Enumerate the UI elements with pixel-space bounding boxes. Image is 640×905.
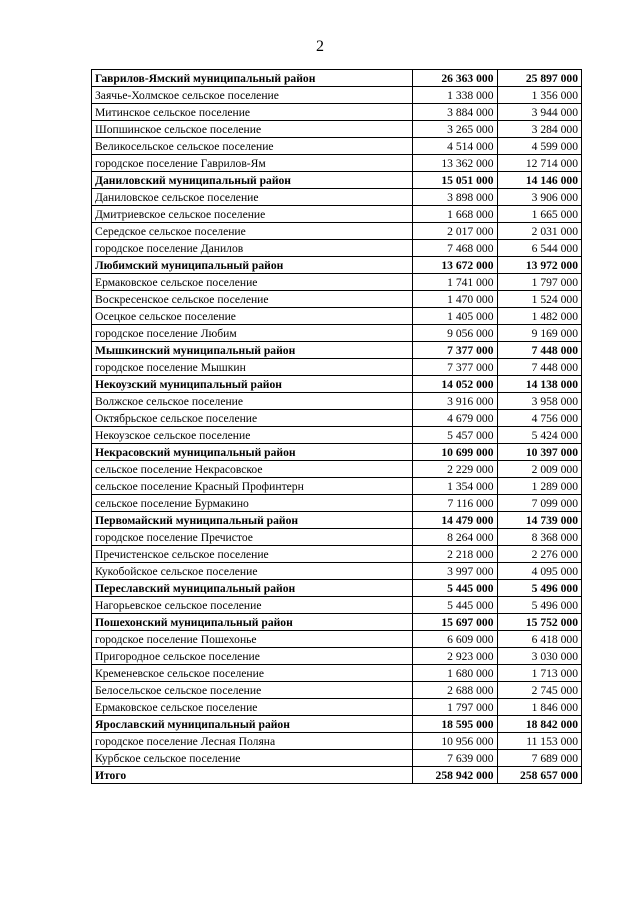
value-2-cell: 7 448 000	[497, 342, 582, 359]
district-row	[92, 376, 582, 393]
district-row	[92, 172, 582, 189]
table-row	[92, 648, 582, 665]
name-cell: Некрасовский муниципальный район	[92, 444, 413, 461]
value-1-cell: 8 264 000	[413, 529, 498, 546]
budget-table	[91, 69, 582, 784]
name-cell: городское поселение Данилов	[92, 240, 413, 257]
name-cell: Октябрьское сельское поселение	[92, 410, 413, 427]
value-2-cell: 4 095 000	[497, 563, 582, 580]
value-2-cell: 9 169 000	[497, 325, 582, 342]
name-cell: Первомайский муниципальный район	[92, 512, 413, 529]
value-2-cell: 13 972 000	[497, 257, 582, 274]
table-row	[92, 427, 582, 444]
value-2-cell: 1 524 000	[497, 291, 582, 308]
value-1-cell: 1 797 000	[413, 699, 498, 716]
value-2-cell: 2 031 000	[497, 223, 582, 240]
name-cell: Воскресенское сельское поселение	[92, 291, 413, 308]
value-1-cell: 1 741 000	[413, 274, 498, 291]
total-label-cell: Итого	[92, 767, 413, 784]
name-cell: сельское поселение Бурмакино	[92, 495, 413, 512]
table-row	[92, 155, 582, 172]
value-2-cell: 8 368 000	[497, 529, 582, 546]
district-row	[92, 70, 582, 87]
name-cell: Нагорьевское сельское поселение	[92, 597, 413, 614]
value-1-cell: 7 116 000	[413, 495, 498, 512]
table-row	[92, 495, 582, 512]
value-1-cell: 1 338 000	[413, 87, 498, 104]
table-row	[92, 461, 582, 478]
name-cell: Даниловский муниципальный район	[92, 172, 413, 189]
name-cell: сельское поселение Красный Профинтерн	[92, 478, 413, 495]
value-2-cell: 7 689 000	[497, 750, 582, 767]
table-row	[92, 104, 582, 121]
value-1-cell: 2 229 000	[413, 461, 498, 478]
value-1-cell: 2 218 000	[413, 546, 498, 563]
name-cell: Митинское сельское поселение	[92, 104, 413, 121]
value-1-cell: 10 699 000	[413, 444, 498, 461]
value-1-cell: 2 923 000	[413, 648, 498, 665]
name-cell: Мышкинский муниципальный район	[92, 342, 413, 359]
name-cell: городское поселение Пречистое	[92, 529, 413, 546]
value-1-cell: 9 056 000	[413, 325, 498, 342]
name-cell: Кременевское сельское поселение	[92, 665, 413, 682]
table-row	[92, 733, 582, 750]
total-value-2-cell: 258 657 000	[497, 767, 582, 784]
value-1-cell: 13 672 000	[413, 257, 498, 274]
name-cell: Ермаковское сельское поселение	[92, 699, 413, 716]
name-cell: Некоузское сельское поселение	[92, 427, 413, 444]
name-cell: Пошехонский муниципальный район	[92, 614, 413, 631]
name-cell: Переславский муниципальный район	[92, 580, 413, 597]
name-cell: Кукобойское сельское поселение	[92, 563, 413, 580]
value-1-cell: 1 354 000	[413, 478, 498, 495]
name-cell: Гаврилов-Ямский муниципальный район	[92, 70, 413, 87]
table-row	[92, 699, 582, 716]
value-1-cell: 1 680 000	[413, 665, 498, 682]
value-2-cell: 5 424 000	[497, 427, 582, 444]
value-1-cell: 3 884 000	[413, 104, 498, 121]
value-2-cell: 5 496 000	[497, 580, 582, 597]
name-cell: Середское сельское поселение	[92, 223, 413, 240]
value-2-cell: 14 146 000	[497, 172, 582, 189]
name-cell: Даниловское сельское поселение	[92, 189, 413, 206]
name-cell: Шопшинское сельское поселение	[92, 121, 413, 138]
value-2-cell: 10 397 000	[497, 444, 582, 461]
value-2-cell: 4 756 000	[497, 410, 582, 427]
value-1-cell: 14 052 000	[413, 376, 498, 393]
district-row	[92, 512, 582, 529]
value-2-cell: 1 713 000	[497, 665, 582, 682]
value-1-cell: 15 697 000	[413, 614, 498, 631]
table-row	[92, 597, 582, 614]
value-1-cell: 3 898 000	[413, 189, 498, 206]
value-2-cell: 2 276 000	[497, 546, 582, 563]
name-cell: Любимский муниципальный район	[92, 257, 413, 274]
district-row	[92, 716, 582, 733]
value-2-cell: 1 797 000	[497, 274, 582, 291]
value-2-cell: 6 418 000	[497, 631, 582, 648]
name-cell: Заячье-Холмское сельское поселение	[92, 87, 413, 104]
table-row	[92, 240, 582, 257]
table-row	[92, 478, 582, 495]
value-2-cell: 7 448 000	[497, 359, 582, 376]
table-row	[92, 223, 582, 240]
table-row	[92, 631, 582, 648]
value-1-cell: 3 997 000	[413, 563, 498, 580]
value-2-cell: 3 944 000	[497, 104, 582, 121]
value-2-cell: 2 009 000	[497, 461, 582, 478]
table-row	[92, 291, 582, 308]
name-cell: городское поселение Мышкин	[92, 359, 413, 376]
name-cell: городское поселение Любим	[92, 325, 413, 342]
value-1-cell: 13 362 000	[413, 155, 498, 172]
value-1-cell: 14 479 000	[413, 512, 498, 529]
value-2-cell: 6 544 000	[497, 240, 582, 257]
value-1-cell: 5 445 000	[413, 580, 498, 597]
table-row	[92, 206, 582, 223]
value-1-cell: 6 609 000	[413, 631, 498, 648]
name-cell: Ярославский муниципальный район	[92, 716, 413, 733]
value-1-cell: 1 668 000	[413, 206, 498, 223]
table-row	[92, 546, 582, 563]
name-cell: Пречистенское сельское поселение	[92, 546, 413, 563]
value-2-cell: 2 745 000	[497, 682, 582, 699]
name-cell: Волжское сельское поселение	[92, 393, 413, 410]
table-row	[92, 87, 582, 104]
name-cell: сельское поселение Некрасовское	[92, 461, 413, 478]
value-1-cell: 4 514 000	[413, 138, 498, 155]
value-2-cell: 3 958 000	[497, 393, 582, 410]
value-1-cell: 26 363 000	[413, 70, 498, 87]
district-row	[92, 580, 582, 597]
name-cell: Пригородное сельское поселение	[92, 648, 413, 665]
value-1-cell: 5 457 000	[413, 427, 498, 444]
value-1-cell: 7 377 000	[413, 359, 498, 376]
value-1-cell: 10 956 000	[413, 733, 498, 750]
value-2-cell: 5 496 000	[497, 597, 582, 614]
district-row	[92, 614, 582, 631]
name-cell: Дмитриевское сельское поселение	[92, 206, 413, 223]
value-1-cell: 7 468 000	[413, 240, 498, 257]
table-row	[92, 138, 582, 155]
table-row	[92, 529, 582, 546]
value-2-cell: 3 030 000	[497, 648, 582, 665]
value-2-cell: 25 897 000	[497, 70, 582, 87]
value-2-cell: 3 284 000	[497, 121, 582, 138]
name-cell: городское поселение Лесная Поляна	[92, 733, 413, 750]
district-row	[92, 342, 582, 359]
page-number: 2	[316, 38, 324, 55]
value-2-cell: 12 714 000	[497, 155, 582, 172]
value-1-cell: 2 688 000	[413, 682, 498, 699]
value-2-cell: 11 153 000	[497, 733, 582, 750]
value-2-cell: 3 906 000	[497, 189, 582, 206]
value-1-cell: 2 017 000	[413, 223, 498, 240]
table-row	[92, 563, 582, 580]
district-row	[92, 444, 582, 461]
value-2-cell: 4 599 000	[497, 138, 582, 155]
value-1-cell: 4 679 000	[413, 410, 498, 427]
district-row	[92, 257, 582, 274]
name-cell: Курбское сельское поселение	[92, 750, 413, 767]
value-2-cell: 18 842 000	[497, 716, 582, 733]
name-cell: Некоузский муниципальный район	[92, 376, 413, 393]
total-row	[92, 767, 582, 784]
value-1-cell: 7 377 000	[413, 342, 498, 359]
value-2-cell: 14 739 000	[497, 512, 582, 529]
name-cell: Осецкое сельское поселение	[92, 308, 413, 325]
value-1-cell: 7 639 000	[413, 750, 498, 767]
value-1-cell: 18 595 000	[413, 716, 498, 733]
value-2-cell: 1 289 000	[497, 478, 582, 495]
table-body	[92, 70, 582, 784]
total-value-1-cell: 258 942 000	[413, 767, 498, 784]
name-cell: Белосельское сельское поселение	[92, 682, 413, 699]
value-2-cell: 1 846 000	[497, 699, 582, 716]
value-2-cell: 1 356 000	[497, 87, 582, 104]
table-row	[92, 121, 582, 138]
table-row	[92, 325, 582, 342]
name-cell: Великосельское сельское поселение	[92, 138, 413, 155]
value-2-cell: 7 099 000	[497, 495, 582, 512]
value-1-cell: 15 051 000	[413, 172, 498, 189]
table-row	[92, 393, 582, 410]
table-row	[92, 274, 582, 291]
value-2-cell: 1 482 000	[497, 308, 582, 325]
table-row	[92, 750, 582, 767]
value-2-cell: 14 138 000	[497, 376, 582, 393]
value-1-cell: 3 265 000	[413, 121, 498, 138]
table-row	[92, 189, 582, 206]
value-1-cell: 1 405 000	[413, 308, 498, 325]
value-2-cell: 15 752 000	[497, 614, 582, 631]
value-2-cell: 1 665 000	[497, 206, 582, 223]
name-cell: городское поселение Пошехонье	[92, 631, 413, 648]
value-1-cell: 3 916 000	[413, 393, 498, 410]
value-1-cell: 1 470 000	[413, 291, 498, 308]
table-row	[92, 410, 582, 427]
name-cell: Ермаковское сельское поселение	[92, 274, 413, 291]
name-cell: городское поселение Гаврилов-Ям	[92, 155, 413, 172]
table-row	[92, 682, 582, 699]
table-row	[92, 665, 582, 682]
table-row	[92, 308, 582, 325]
value-1-cell: 5 445 000	[413, 597, 498, 614]
table-row	[92, 359, 582, 376]
